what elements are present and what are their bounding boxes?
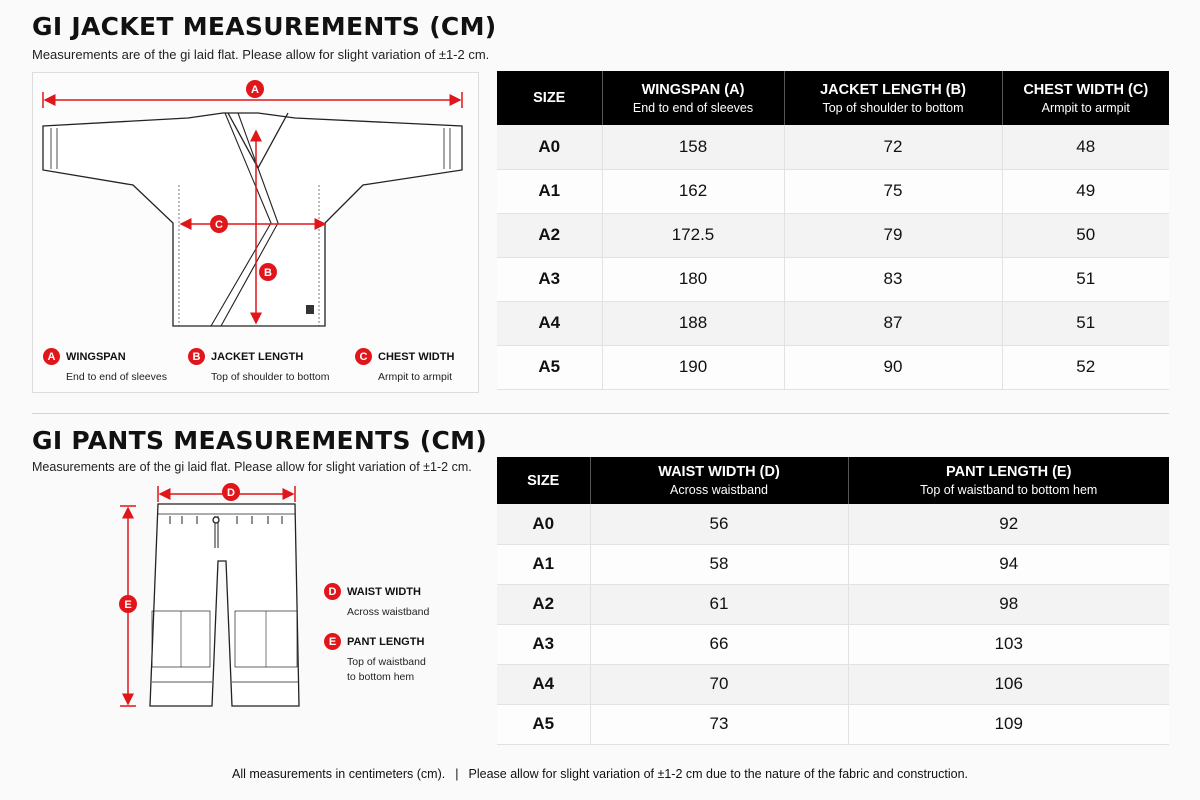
legend-badge-b: B xyxy=(188,348,205,365)
pants-header-desc: Across waistband xyxy=(670,483,768,497)
pants-section-title: GI PANTS MEASUREMENTS (CM) xyxy=(32,426,488,455)
pants-header-cell xyxy=(590,457,848,504)
jacket-outline xyxy=(43,113,462,326)
measurement-cell: 48 xyxy=(1002,125,1169,169)
legend-desc-jacket-length: Top of shoulder to bottom xyxy=(211,371,330,383)
jacket-header-desc: Armpit to armpit xyxy=(1041,100,1130,115)
legend-desc-pant-length: Top of waistband xyxy=(347,656,426,668)
svg-text:E: E xyxy=(124,599,132,611)
size-cell: A1 xyxy=(497,169,602,213)
marker-a xyxy=(246,80,264,98)
legend-desc-wingspan: End to end of sleeves xyxy=(66,371,167,383)
measurement-cell: 72 xyxy=(784,125,1002,169)
measurement-cell: 51 xyxy=(1002,301,1169,345)
measurement-cell: 90 xyxy=(784,345,1002,389)
svg-text:B: B xyxy=(264,267,272,279)
measurement-cell: 51 xyxy=(1002,257,1169,301)
size-cell: A4 xyxy=(497,664,590,704)
legend-pant-length xyxy=(324,633,426,685)
table-row xyxy=(497,624,1169,664)
legend-name-chest-width: CHEST WIDTH xyxy=(378,350,455,363)
legend-jacket-length xyxy=(188,348,330,385)
size-cell: A4 xyxy=(497,301,602,345)
measurement-cell: 109 xyxy=(848,704,1169,744)
legend-name-pant-length: PANT LENGTH xyxy=(347,635,425,648)
pants-header-title: SIZE xyxy=(527,472,560,489)
jacket-illustration xyxy=(33,73,480,394)
legend-name-waist-width: WAIST WIDTH xyxy=(347,585,421,598)
legend-desc-waist-width: Across waistband xyxy=(347,606,430,618)
measurement-cell: 83 xyxy=(784,257,1002,301)
measurement-cell: 52 xyxy=(1002,345,1169,389)
table-row xyxy=(497,169,1169,213)
pants-diagram-panel xyxy=(32,476,479,766)
jacket-diagram-panel xyxy=(32,72,479,393)
pants-header-title: PANT LENGTH (E) xyxy=(946,464,1072,480)
marker-e xyxy=(119,595,137,613)
measurement-cell: 180 xyxy=(602,257,784,301)
legend-desc-pant-length-2: to bottom hem xyxy=(347,671,415,684)
measurement-cell: 103 xyxy=(848,624,1169,664)
marker-d xyxy=(222,483,240,501)
table-row xyxy=(497,704,1169,744)
measurement-cell: 79 xyxy=(784,213,1002,257)
measurement-cell: 158 xyxy=(602,125,784,169)
legend-badge-a: A xyxy=(43,348,60,365)
legend-name-jacket-length: JACKET LENGTH xyxy=(211,350,304,363)
footer-note xyxy=(0,767,1200,781)
table-row xyxy=(497,544,1169,584)
pants-section-subtitle: Measurements are of the gi laid flat. Please allow for slight variation of ±1-2 cm. xyxy=(32,460,472,474)
pants-outline xyxy=(150,504,299,706)
table-row xyxy=(497,301,1169,345)
size-cell: A3 xyxy=(497,257,602,301)
measurement-cell: 190 xyxy=(602,345,784,389)
section-divider xyxy=(32,413,1169,414)
table-row xyxy=(497,257,1169,301)
pants-header-cell xyxy=(497,457,590,504)
size-cell: A1 xyxy=(497,544,590,584)
jacket-size-table xyxy=(497,71,1169,390)
table-row xyxy=(497,664,1169,704)
legend-badge-d: D xyxy=(324,583,341,600)
legend-name-wingspan: WINGSPAN xyxy=(66,350,126,363)
measurement-cell: 98 xyxy=(848,584,1169,624)
measurement-cell: 162 xyxy=(602,169,784,213)
footer-left-text: All measurements in centimeters (cm). xyxy=(231,767,446,781)
size-cell: A0 xyxy=(497,125,602,169)
size-cell: A3 xyxy=(497,624,590,664)
marker-c xyxy=(210,215,228,233)
legend-badge-c: C xyxy=(355,348,372,365)
jacket-table-header xyxy=(497,71,1169,125)
measurement-cell: 50 xyxy=(1002,213,1169,257)
jacket-header-title: JACKET LENGTH (B) xyxy=(820,81,966,98)
jacket-header-title: WINGSPAN (A) xyxy=(641,81,745,98)
jacket-header-cell xyxy=(497,71,602,125)
size-cell: A2 xyxy=(497,584,590,624)
pants-header-cell xyxy=(848,457,1169,504)
pants-header-desc: Top of waistband to bottom hem xyxy=(920,483,1098,497)
measurement-cell: 61 xyxy=(590,584,848,624)
measurement-cell: 188 xyxy=(602,301,784,345)
measurement-cell: 75 xyxy=(784,169,1002,213)
measurement-cell: 87 xyxy=(784,301,1002,345)
pants-table-body xyxy=(497,504,1169,744)
jacket-header-row xyxy=(497,71,1169,125)
jacket-header-cell xyxy=(1002,71,1169,125)
svg-text:D: D xyxy=(227,487,235,499)
table-row xyxy=(497,584,1169,624)
jacket-section-subtitle: Measurements are of the gi laid flat. Please allow for slight variation of ±1-2 cm. xyxy=(32,47,490,62)
measurement-cell: 66 xyxy=(590,624,848,664)
footer-separator: | xyxy=(455,767,459,781)
measurement-cell: 73 xyxy=(590,704,848,744)
legend-waist-width xyxy=(324,583,429,620)
measurement-cell: 94 xyxy=(848,544,1169,584)
size-cell: A2 xyxy=(497,213,602,257)
pants-table-header xyxy=(497,457,1169,504)
measurement-cell: 106 xyxy=(848,664,1169,704)
legend-badge-e: E xyxy=(324,633,341,650)
measurement-cell: 56 xyxy=(590,504,848,544)
size-cell: A5 xyxy=(497,704,590,744)
jacket-header-desc: End to end of sleeves xyxy=(632,100,754,115)
legend-chest-width xyxy=(355,348,454,385)
jacket-table-body xyxy=(497,125,1169,389)
jacket-header-desc: Top of shoulder to bottom xyxy=(822,100,964,115)
measurement-cell: 49 xyxy=(1002,169,1169,213)
legend-desc-chest-width: Armpit to armpit xyxy=(378,371,453,383)
footer-right-text: Please allow for slight variation of ±1-2 cm due to the nature of the fabric and construction. xyxy=(468,767,968,781)
table-row xyxy=(497,504,1169,544)
pants-size-table xyxy=(497,457,1169,745)
table-row xyxy=(497,345,1169,389)
table-row xyxy=(497,125,1169,169)
measurement-cell: 70 xyxy=(590,664,848,704)
measurement-cell: 58 xyxy=(590,544,848,584)
measurement-cell: 92 xyxy=(848,504,1169,544)
size-cell: A0 xyxy=(497,504,590,544)
legend-wingspan xyxy=(43,348,167,385)
pants-illustration xyxy=(32,476,479,766)
measurement-cell: 172.5 xyxy=(602,213,784,257)
size-cell: A5 xyxy=(497,345,602,389)
jacket-header-cell xyxy=(602,71,784,125)
svg-text:C: C xyxy=(215,219,223,231)
pants-header-title: WAIST WIDTH (D) xyxy=(658,464,780,480)
table-row xyxy=(497,213,1169,257)
jacket-header-cell xyxy=(784,71,1002,125)
pants-header-row xyxy=(497,457,1169,504)
jacket-header-title: SIZE xyxy=(533,90,566,106)
jacket-header-title: CHEST WIDTH (C) xyxy=(1023,81,1149,98)
svg-text:A: A xyxy=(251,84,259,96)
jacket-section-title: GI JACKET MEASUREMENTS (CM) xyxy=(32,12,497,41)
marker-b xyxy=(259,263,277,281)
